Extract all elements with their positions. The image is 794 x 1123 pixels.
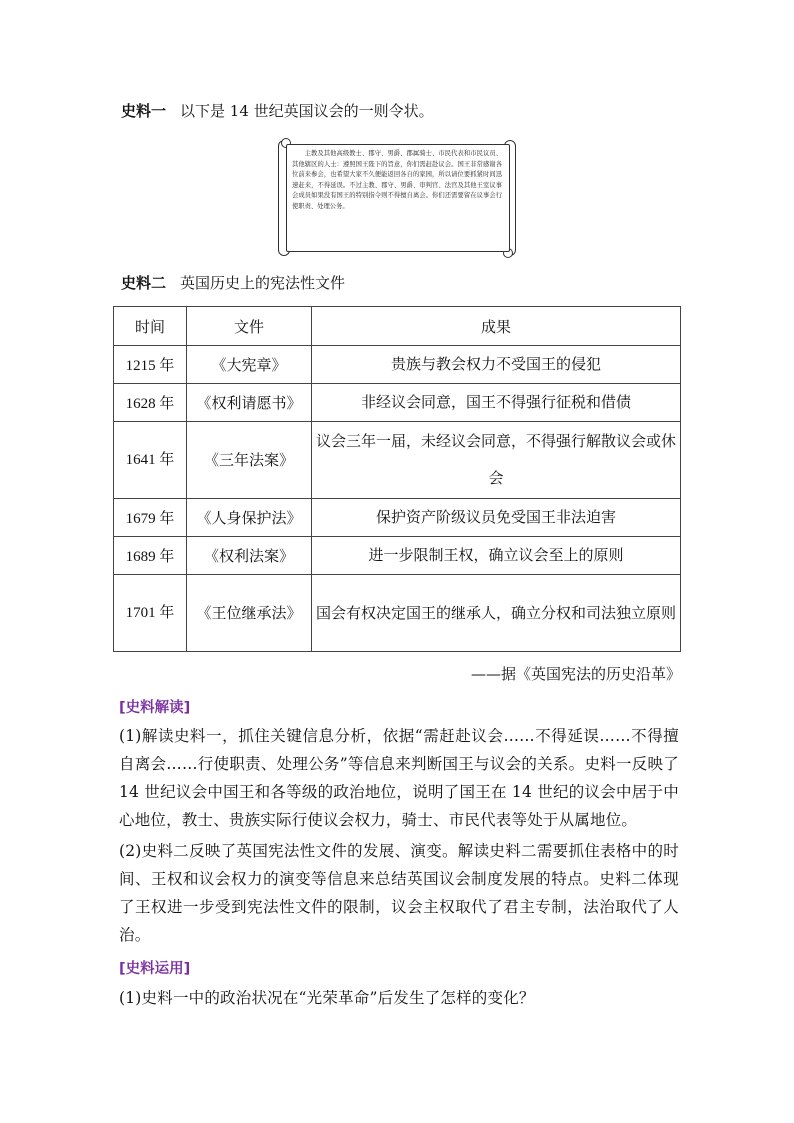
row-year: 1701 年 — [114, 575, 187, 652]
source1-label: 史料一 — [121, 102, 167, 120]
row-result: 进一步限制王权，确立议会至上的原则 — [312, 537, 681, 575]
row-year: 1641 年 — [114, 422, 187, 499]
row-result: 国会有权决定国王的继承人，确立分权和司法独立原则 — [312, 575, 681, 652]
table-citation: ——据《英国宪法的历史沿革》 — [470, 665, 681, 683]
table-header-row — [114, 307, 681, 346]
row-result: 议会三年一届，未经议会同意，不得强行解散议会或休会 — [312, 422, 681, 499]
table-row — [114, 346, 681, 384]
interpretation-paragraph-2: (2)史料二反映了英国宪法性文件的发展、演变。解读史料二需要抓住表格中的时间、王权和议会权力的演变等信息来总结英国议会制度发展的特点。史料二体现了王权进一步受到宪法性文件的限制，议会主权取代了君主专制，法治取代了人治。 — [119, 842, 679, 944]
row-document: 《王位继承法》 — [187, 575, 312, 652]
source2-caption: 英国历史上的宪法性文件 — [180, 274, 346, 292]
row-result: 贵族与教会权力不受国王的侵犯 — [312, 346, 681, 384]
row-document: 《人身保护法》 — [187, 499, 312, 537]
application-tag: [史料运用] — [119, 961, 191, 977]
source1-heading — [121, 100, 434, 122]
source1-caption: 以下是 14 世纪英国议会的一则令状。 — [180, 102, 434, 120]
row-document: 《三年法案》 — [187, 422, 312, 499]
header-time: 时间 — [114, 307, 187, 346]
interpretation-paragraph-1: (1)解读史料一，抓住关键信息分析，依据“需赶赴议会……不得延误……不得擅自离会……行使职责、处理公务”等信息来判断国王与议会的关系。史料一反映了 14 世纪议会中国王和各等级的政治地位，说明了国王在 14 世纪的议会中居于中心地位，教士、贵族实际行使议会权力，骑士、市民代表等处于从属地位。 — [119, 727, 679, 829]
row-document: 《大宪章》 — [187, 346, 312, 384]
row-document: 《权利请愿书》 — [187, 384, 312, 422]
row-result: 保护资产阶级议员免受国王非法迫害 — [312, 499, 681, 537]
row-year: 1628 年 — [114, 384, 187, 422]
table-row — [114, 499, 681, 537]
edict-text: 主教及其他高级教士、郡守、男爵、郡属骑士、市民代表和市民议员、其他辖区的人士：遵照国王陛下的旨意，你们需赶赴议会。国王非常感谢各位前来参会，也希望大家不久便能返回各自的家园，所以请位要抓紧时间迅速赶来，不得延误。不过主教、郡守、男爵、审判官、法官及其他王室议事会成员如果没有国王的特别指令则不得擅自离会。你们还需要留在议事会行使职责、处理公务。 — [292, 150, 502, 210]
source2-heading — [121, 272, 345, 294]
row-year: 1679 年 — [114, 499, 187, 537]
table-row — [114, 384, 681, 422]
application-question-1: (1)史料一中的政治状况在“光荣革命”后发生了怎样的变化？ — [119, 989, 535, 1007]
source2-label: 史料二 — [121, 274, 167, 292]
table-row — [114, 537, 681, 575]
row-result: 非经议会同意，国王不得强行征税和借债 — [312, 384, 681, 422]
row-year: 1215 年 — [114, 346, 187, 384]
constitutional-documents-table — [113, 306, 681, 652]
interpretation-tag: [史料解读] — [119, 700, 191, 716]
header-result: 成果 — [312, 307, 681, 346]
table-row — [114, 575, 681, 652]
table-row — [114, 422, 681, 499]
edict-scroll-image — [278, 140, 516, 256]
row-year: 1689 年 — [114, 537, 187, 575]
row-document: 《权利法案》 — [187, 537, 312, 575]
header-document: 文件 — [187, 307, 312, 346]
